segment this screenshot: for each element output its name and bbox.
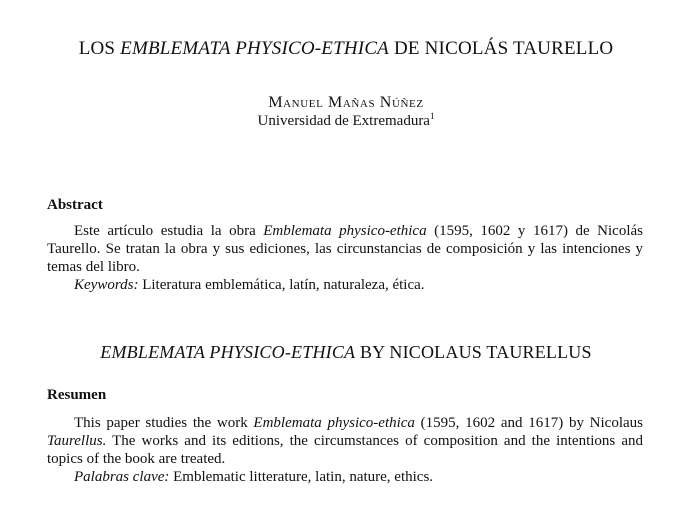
article-title	[0, 38, 692, 60]
author-name: Manuel Mañas Núñez	[268, 94, 424, 111]
footnote-marker: 1	[429, 111, 435, 121]
resumen-paragraph	[47, 414, 643, 469]
palabras-clave-label: Palabras clave:	[74, 469, 170, 485]
abstract-text-post: (1595, 1602 y 1617) de Nicolás Taurello. Se tratan la obra y sus ediciones, las circunstancias de composición y las intenciones y temas del libro.	[47, 223, 643, 276]
resumen-text-post: The works and its editions, the circumstances of composition and the intentions and topics of the book are treated.	[47, 433, 643, 468]
author-affiliation	[0, 113, 692, 130]
abstract-heading: Abstract	[47, 197, 103, 213]
abstract-paragraph	[47, 222, 643, 277]
palabras-clave-line	[74, 469, 433, 486]
keywords-label: Keywords:	[74, 277, 139, 293]
keywords-list: Literatura emblemática, latín, naturaleza, ética.	[138, 277, 425, 293]
affiliation-text: Universidad de Extremadura	[257, 113, 430, 129]
abstract-text-pre: Este artículo estudia la obra	[74, 223, 264, 239]
abstract-work-title: Emblemata physico-ethica	[263, 223, 427, 239]
resumen-heading: Resumen	[47, 387, 107, 403]
resumen-work-title: Emblemata physico-ethica	[253, 415, 415, 431]
palabras-clave-list: Emblematic litterature, latin, nature, ethics.	[169, 469, 434, 485]
title-suffix: DE NICOLÁS TAURELLO	[389, 38, 614, 59]
english-title-italic: EMBLEMATA PHYSICO-ETHICA	[100, 342, 356, 362]
english-title	[0, 342, 692, 363]
english-title-suffix: BY NICOLAUS TAURELLUS	[355, 342, 592, 362]
title-italic: EMBLEMATA PHYSICO-ETHICA	[120, 38, 389, 59]
resumen-text-mid: (1595, 1602 and 1617) by Nicolaus	[414, 415, 643, 431]
keywords-line	[74, 277, 425, 294]
resumen-text-pre: This paper studies the work	[74, 415, 254, 431]
resumen-author: Taurellus.	[47, 433, 107, 450]
title-prefix: LOS	[78, 38, 121, 59]
